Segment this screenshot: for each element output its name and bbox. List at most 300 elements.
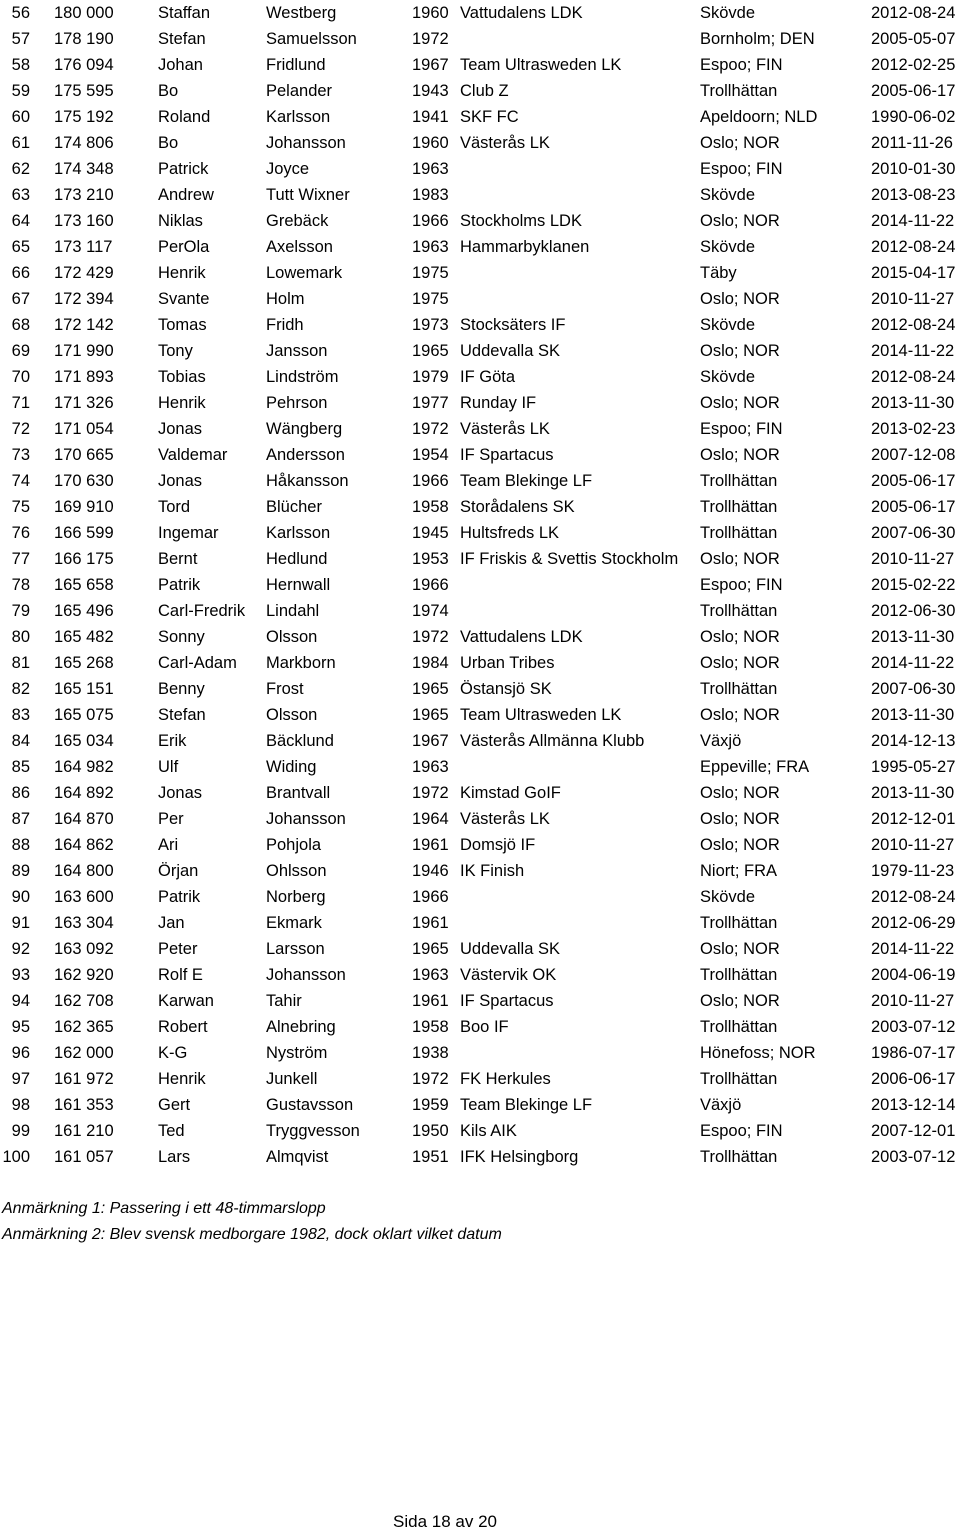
place-cell: Oslo; NOR — [700, 342, 780, 360]
date-cell: 1990-06-02 — [871, 108, 956, 126]
table-row — [0, 208, 960, 234]
birth-year-cell: 1972 — [412, 784, 449, 802]
distance-cell: 171 326 — [54, 394, 114, 412]
distance-cell: 172 394 — [54, 290, 114, 308]
place-cell: Hönefoss; NOR — [700, 1044, 816, 1062]
distance-cell: 174 348 — [54, 160, 114, 178]
first-name-cell: Robert — [158, 1018, 208, 1036]
rank-cell: 86 — [11, 784, 30, 802]
table-row — [0, 338, 960, 364]
first-name-cell: Peter — [158, 940, 198, 958]
first-name-cell: Valdemar — [158, 446, 228, 464]
club-cell: Team Ultrasweden LK — [460, 706, 622, 724]
last-name-cell: Tutt Wixner — [266, 186, 350, 204]
first-name-cell: Stefan — [158, 706, 206, 724]
date-cell: 2010-11-27 — [871, 836, 955, 854]
first-name-cell: Sonny — [158, 628, 205, 646]
distance-cell: 165 482 — [54, 628, 114, 646]
club-cell: SKF FC — [460, 108, 519, 126]
club-cell: Vattudalens LDK — [460, 4, 583, 22]
last-name-cell: Olsson — [266, 628, 318, 646]
rank-cell: 83 — [11, 706, 30, 724]
page-number: Sida 18 av 20 — [393, 1512, 497, 1531]
last-name-cell: Westberg — [266, 4, 337, 22]
table-row — [0, 884, 960, 910]
table-row — [0, 234, 960, 260]
last-name-cell: Nyström — [266, 1044, 328, 1062]
date-cell: 2014-11-22 — [871, 342, 955, 360]
place-cell: Trollhättan — [700, 602, 778, 620]
rank-cell: 69 — [11, 342, 30, 360]
first-name-cell: Gert — [158, 1096, 191, 1114]
distance-cell: 173 117 — [54, 238, 113, 256]
rank-cell: 88 — [11, 836, 30, 854]
rank-cell: 68 — [11, 316, 30, 334]
distance-cell: 171 893 — [54, 368, 114, 386]
first-name-cell: Niklas — [158, 212, 203, 230]
rank-cell: 98 — [11, 1096, 30, 1114]
date-cell: 2005-05-07 — [871, 30, 956, 48]
last-name-cell: Almqvist — [266, 1148, 329, 1166]
rank-cell: 81 — [11, 654, 30, 672]
date-cell: 2012-08-24 — [871, 368, 956, 386]
date-cell: 2010-11-27 — [871, 290, 955, 308]
birth-year-cell: 1960 — [412, 4, 449, 22]
table-row — [0, 754, 960, 780]
place-cell: Bornholm; DEN — [700, 30, 815, 48]
place-cell: Trollhättan — [700, 82, 778, 100]
birth-year-cell: 1965 — [412, 342, 449, 360]
place-cell: Trollhättan — [700, 1070, 778, 1088]
table-row — [0, 1040, 960, 1066]
first-name-cell: Ted — [158, 1122, 185, 1140]
rank-cell: 64 — [11, 212, 30, 230]
table-row — [0, 260, 960, 286]
first-name-cell: Henrik — [158, 1070, 206, 1088]
first-name-cell: Carl-Fredrik — [158, 602, 246, 620]
distance-cell: 161 210 — [54, 1122, 114, 1140]
last-name-cell: Johansson — [266, 134, 346, 152]
club-cell: IF Göta — [460, 368, 516, 386]
distance-cell: 163 600 — [54, 888, 114, 906]
date-cell: 2005-06-17 — [871, 472, 956, 490]
last-name-cell: Grebäck — [266, 212, 329, 230]
table-row — [0, 1066, 960, 1092]
rank-cell: 65 — [11, 238, 30, 256]
date-cell: 2007-06-30 — [871, 524, 956, 542]
place-cell: Oslo; NOR — [700, 394, 780, 412]
table-row — [0, 520, 960, 546]
place-cell: Espoo; FIN — [700, 1122, 783, 1140]
place-cell: Trollhättan — [700, 914, 778, 932]
club-cell: Club Z — [460, 82, 509, 100]
first-name-cell: Ari — [158, 836, 179, 854]
distance-cell: 173 210 — [54, 186, 114, 204]
table-row — [0, 156, 960, 182]
place-cell: Oslo; NOR — [700, 810, 780, 828]
last-name-cell: Pehrson — [266, 394, 328, 412]
date-cell: 2010-11-27 — [871, 992, 955, 1010]
first-name-cell: Bo — [158, 134, 179, 152]
date-cell: 2012-12-01 — [871, 810, 956, 828]
first-name-cell: Ulf — [158, 758, 179, 776]
date-cell: 2004-06-19 — [871, 966, 956, 984]
rank-cell: 82 — [11, 680, 30, 698]
birth-year-cell: 1966 — [412, 472, 449, 490]
date-cell: 2012-08-24 — [871, 238, 956, 256]
date-cell: 2014-11-22 — [871, 654, 955, 672]
distance-cell: 173 160 — [54, 212, 114, 230]
table-row — [0, 858, 960, 884]
club-cell: Vattudalens LDK — [460, 628, 583, 646]
last-name-cell: Andersson — [266, 446, 345, 464]
table-row — [0, 182, 960, 208]
place-cell: Trollhättan — [700, 524, 778, 542]
place-cell: Oslo; NOR — [700, 836, 780, 854]
birth-year-cell: 1966 — [412, 888, 449, 906]
first-name-cell: Jan — [158, 914, 185, 932]
first-name-cell: Lars — [158, 1148, 191, 1166]
place-cell: Trollhättan — [700, 498, 778, 516]
club-cell: IFK Helsingborg — [460, 1148, 579, 1166]
birth-year-cell: 1977 — [412, 394, 449, 412]
birth-year-cell: 1965 — [412, 940, 449, 958]
birth-year-cell: 1972 — [412, 30, 449, 48]
place-cell: Eppeville; FRA — [700, 758, 810, 776]
first-name-cell: Staffan — [158, 4, 210, 22]
table-row — [0, 598, 960, 624]
date-cell: 2012-02-25 — [871, 56, 956, 74]
last-name-cell: Norberg — [266, 888, 326, 906]
club-cell: Östansjö SK — [460, 680, 552, 698]
first-name-cell: PerOla — [158, 238, 210, 256]
distance-cell: 163 304 — [54, 914, 114, 932]
first-name-cell: Tobias — [158, 368, 206, 386]
first-name-cell: Erik — [158, 732, 187, 750]
table-row — [0, 1118, 960, 1144]
place-cell: Täby — [700, 264, 737, 282]
date-cell: 2013-12-14 — [871, 1096, 956, 1114]
rank-cell: 84 — [11, 732, 30, 750]
first-name-cell: Henrik — [158, 264, 206, 282]
birth-year-cell: 1961 — [412, 914, 449, 932]
table-row — [0, 1014, 960, 1040]
rank-cell: 58 — [11, 56, 30, 74]
date-cell: 2011-11-26 — [871, 134, 953, 152]
date-cell: 2005-06-17 — [871, 82, 956, 100]
note-2: Anmärkning 2: Blev svensk medborgare 1982, dock oklart vilket datum — [2, 1226, 502, 1243]
birth-year-cell: 1943 — [412, 82, 449, 100]
birth-year-cell: 1961 — [412, 836, 449, 854]
distance-cell: 166 599 — [54, 524, 114, 542]
birth-year-cell: 1958 — [412, 498, 449, 516]
rank-cell: 92 — [11, 940, 30, 958]
club-cell: IF Spartacus — [460, 446, 554, 464]
date-cell: 2007-06-30 — [871, 680, 956, 698]
birth-year-cell: 1945 — [412, 524, 449, 542]
distance-cell: 165 034 — [54, 732, 114, 750]
date-cell: 2015-02-22 — [871, 576, 956, 594]
table-row — [0, 494, 960, 520]
first-name-cell: Svante — [158, 290, 210, 308]
rank-cell: 67 — [11, 290, 30, 308]
table-row — [0, 130, 960, 156]
last-name-cell: Johansson — [266, 810, 346, 828]
first-name-cell: Jonas — [158, 420, 203, 438]
first-name-cell: Patrik — [158, 888, 201, 906]
birth-year-cell: 1973 — [412, 316, 449, 334]
club-cell: Västervik OK — [460, 966, 557, 984]
rank-cell: 95 — [11, 1018, 30, 1036]
place-cell: Trollhättan — [700, 1148, 778, 1166]
first-name-cell: Roland — [158, 108, 211, 126]
birth-year-cell: 1967 — [412, 732, 449, 750]
club-cell: Team Blekinge LF — [460, 472, 593, 490]
place-cell: Oslo; NOR — [700, 784, 780, 802]
first-name-cell: Bo — [158, 82, 179, 100]
birth-year-cell: 1950 — [412, 1122, 449, 1140]
distance-cell: 165 496 — [54, 602, 114, 620]
table-row — [0, 468, 960, 494]
table-row — [0, 104, 960, 130]
rank-cell: 77 — [11, 550, 30, 568]
club-cell: FK Herkules — [460, 1070, 551, 1088]
distance-cell: 162 920 — [54, 966, 114, 984]
table-row — [0, 962, 960, 988]
birth-year-cell: 1967 — [412, 56, 449, 74]
club-cell: Västerås LK — [460, 810, 550, 828]
last-name-cell: Olsson — [266, 706, 318, 724]
last-name-cell: Gustavsson — [266, 1096, 354, 1114]
last-name-cell: Alnebring — [266, 1018, 336, 1036]
last-name-cell: Wängberg — [266, 420, 343, 438]
rank-cell: 90 — [11, 888, 30, 906]
table-row — [0, 364, 960, 390]
date-cell: 2012-06-29 — [871, 914, 956, 932]
date-cell: 2005-06-17 — [871, 498, 956, 516]
date-cell: 2013-11-30 — [871, 628, 955, 646]
rank-cell: 66 — [11, 264, 30, 282]
rank-cell: 74 — [11, 472, 30, 490]
birth-year-cell: 1941 — [412, 108, 449, 126]
first-name-cell: Henrik — [158, 394, 206, 412]
table-row — [0, 546, 960, 572]
birth-year-cell: 1972 — [412, 628, 449, 646]
first-name-cell: Andrew — [158, 186, 214, 204]
first-name-cell: K-G — [158, 1044, 188, 1062]
distance-cell: 165 268 — [54, 654, 114, 672]
first-name-cell: Jonas — [158, 784, 203, 802]
rank-cell: 80 — [11, 628, 30, 646]
birth-year-cell: 1965 — [412, 706, 449, 724]
date-cell: 2007-12-01 — [871, 1122, 956, 1140]
date-cell: 2013-08-23 — [871, 186, 956, 204]
birth-year-cell: 1959 — [412, 1096, 449, 1114]
first-name-cell: Johan — [158, 56, 203, 74]
distance-cell: 163 092 — [54, 940, 114, 958]
rank-cell: 85 — [11, 758, 30, 776]
place-cell: Oslo; NOR — [700, 446, 780, 464]
date-cell: 2013-11-30 — [871, 394, 955, 412]
distance-cell: 170 630 — [54, 472, 114, 490]
club-cell: Västerås LK — [460, 420, 550, 438]
place-cell: Espoo; FIN — [700, 160, 783, 178]
last-name-cell: Johansson — [266, 966, 346, 984]
last-name-cell: Hedlund — [266, 550, 328, 568]
last-name-cell: Markborn — [266, 654, 336, 672]
table-row — [0, 1144, 960, 1170]
place-cell: Skövde — [700, 4, 756, 22]
date-cell: 2012-06-30 — [871, 602, 956, 620]
birth-year-cell: 1963 — [412, 966, 449, 984]
place-cell: Espoo; FIN — [700, 576, 783, 594]
table-row — [0, 0, 960, 26]
place-cell: Oslo; NOR — [700, 134, 780, 152]
date-cell: 2010-11-27 — [871, 550, 955, 568]
club-cell: Hultsfreds LK — [460, 524, 560, 542]
club-cell: Uddevalla SK — [460, 342, 560, 360]
last-name-cell: Axelsson — [266, 238, 333, 256]
club-cell: IK Finish — [460, 862, 525, 880]
place-cell: Oslo; NOR — [700, 628, 780, 646]
last-name-cell: Lowemark — [266, 264, 343, 282]
table-row — [0, 286, 960, 312]
table-row — [0, 988, 960, 1014]
table-row — [0, 832, 960, 858]
rank-cell: 56 — [11, 4, 30, 22]
first-name-cell: Tony — [158, 342, 193, 360]
club-cell: Uddevalla SK — [460, 940, 560, 958]
date-cell: 2007-12-08 — [871, 446, 956, 464]
distance-cell: 172 429 — [54, 264, 114, 282]
table-row — [0, 910, 960, 936]
distance-cell: 176 094 — [54, 56, 114, 74]
last-name-cell: Håkansson — [266, 472, 349, 490]
club-cell: Team Blekinge LF — [460, 1096, 593, 1114]
rank-cell: 93 — [11, 966, 30, 984]
rank-cell: 63 — [11, 186, 30, 204]
first-name-cell: Stefan — [158, 30, 206, 48]
place-cell: Växjö — [700, 732, 742, 750]
date-cell: 2003-07-12 — [871, 1018, 956, 1036]
distance-cell: 161 353 — [54, 1096, 114, 1114]
rank-cell: 60 — [11, 108, 30, 126]
birth-year-cell: 1938 — [412, 1044, 449, 1062]
birth-year-cell: 1975 — [412, 264, 449, 282]
first-name-cell: Tord — [158, 498, 191, 516]
distance-cell: 171 990 — [54, 342, 114, 360]
last-name-cell: Tryggvesson — [266, 1122, 360, 1140]
rank-cell: 99 — [11, 1122, 30, 1140]
note-1: Anmärkning 1: Passering i ett 48-timmarslopp — [2, 1200, 326, 1217]
rank-cell: 57 — [11, 30, 30, 48]
rank-cell: 73 — [11, 446, 30, 464]
birth-year-cell: 1963 — [412, 238, 449, 256]
distance-cell: 164 870 — [54, 810, 114, 828]
rank-cell: 71 — [11, 394, 30, 412]
distance-cell: 165 658 — [54, 576, 114, 594]
first-name-cell: Rolf E — [158, 966, 203, 984]
table-row — [0, 728, 960, 754]
last-name-cell: Holm — [266, 290, 305, 308]
distance-cell: 162 365 — [54, 1018, 114, 1036]
distance-cell: 180 000 — [54, 4, 114, 22]
last-name-cell: Karlsson — [266, 524, 331, 542]
date-cell: 2013-02-23 — [871, 420, 956, 438]
rank-cell: 79 — [11, 602, 30, 620]
club-cell: Urban Tribes — [460, 654, 555, 672]
distance-cell: 162 708 — [54, 992, 114, 1010]
rank-cell: 78 — [11, 576, 30, 594]
club-cell: Kils AIK — [460, 1122, 517, 1140]
place-cell: Niort; FRA — [700, 862, 778, 880]
rank-cell: 97 — [11, 1070, 30, 1088]
last-name-cell: Hernwall — [266, 576, 331, 594]
place-cell: Trollhättan — [700, 680, 778, 698]
date-cell: 1986-07-17 — [871, 1044, 956, 1062]
last-name-cell: Frost — [266, 680, 304, 698]
distance-cell: 170 665 — [54, 446, 114, 464]
rank-cell: 76 — [11, 524, 30, 542]
first-name-cell: Bernt — [158, 550, 198, 568]
last-name-cell: Pelander — [266, 82, 333, 100]
date-cell: 2014-12-13 — [871, 732, 956, 750]
distance-cell: 161 972 — [54, 1070, 114, 1088]
distance-cell: 174 806 — [54, 134, 114, 152]
birth-year-cell: 1954 — [412, 446, 449, 464]
birth-year-cell: 1965 — [412, 680, 449, 698]
notes-section — [2, 1196, 502, 1248]
distance-cell: 164 800 — [54, 862, 114, 880]
last-name-cell: Samuelsson — [266, 30, 357, 48]
birth-year-cell: 1966 — [412, 212, 449, 230]
rank-cell: 62 — [11, 160, 30, 178]
rank-cell: 61 — [11, 134, 30, 152]
table-row — [0, 936, 960, 962]
birth-year-cell: 1984 — [412, 654, 449, 672]
place-cell: Oslo; NOR — [700, 940, 780, 958]
club-cell: Hammarbyklanen — [460, 238, 590, 256]
distance-cell: 175 192 — [54, 108, 114, 126]
birth-year-cell: 1960 — [412, 134, 449, 152]
date-cell: 2012-08-24 — [871, 4, 956, 22]
table-row — [0, 780, 960, 806]
first-name-cell: Per — [158, 810, 184, 828]
distance-cell: 169 910 — [54, 498, 114, 516]
birth-year-cell: 1958 — [412, 1018, 449, 1036]
last-name-cell: Lindström — [266, 368, 339, 386]
place-cell: Oslo; NOR — [700, 992, 780, 1010]
birth-year-cell: 1964 — [412, 810, 449, 828]
first-name-cell: Karwan — [158, 992, 214, 1010]
club-cell: Storådalens SK — [460, 498, 575, 516]
table-row — [0, 390, 960, 416]
date-cell: 1979-11-23 — [871, 862, 955, 880]
last-name-cell: Tahir — [266, 992, 302, 1010]
last-name-cell: Jansson — [266, 342, 328, 360]
table-row — [0, 572, 960, 598]
place-cell: Espoo; FIN — [700, 56, 783, 74]
rank-cell: 59 — [11, 82, 30, 100]
first-name-cell: Tomas — [158, 316, 207, 334]
birth-year-cell: 1963 — [412, 758, 449, 776]
place-cell: Skövde — [700, 316, 756, 334]
club-cell: Stockholms LDK — [460, 212, 582, 230]
club-cell: Domsjö IF — [460, 836, 536, 854]
date-cell: 1995-05-27 — [871, 758, 956, 776]
last-name-cell: Ekmark — [266, 914, 322, 932]
last-name-cell: Brantvall — [266, 784, 331, 802]
